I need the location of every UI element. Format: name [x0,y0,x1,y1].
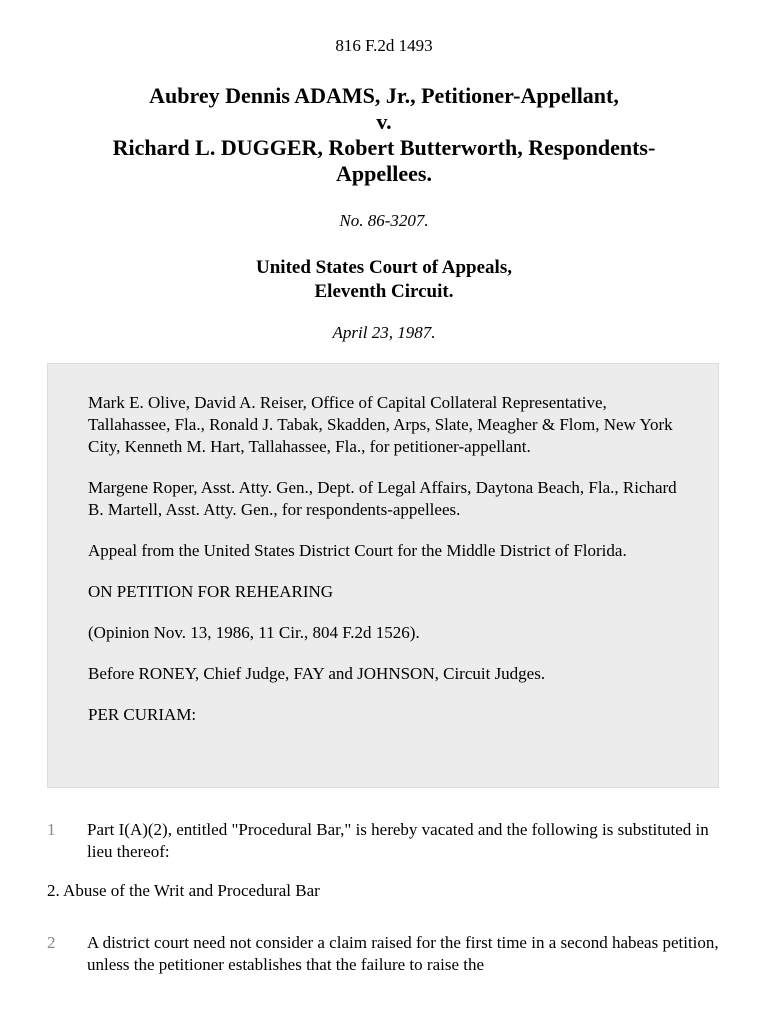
paragraph-1 [47,819,719,863]
caption-petitioner: Aubrey Dennis ADAMS, Jr., Petitioner-Appellant, [149,83,619,108]
counsel-respondents: Margene Roper, Asst. Atty. Gen., Dept. of Legal Affairs, Daytona Beach, Fla., Richard B. Martell, Asst. Atty. Gen., for respondents-appellees. [88,478,677,519]
decision-date: April 23, 1987. [332,323,436,342]
caption-respondents-continued: Appellees. [336,161,432,186]
opinion-reference: (Opinion Nov. 13, 1986, 11 Cir., 804 F.2d 1526). [88,623,420,642]
court-name [0,256,768,304]
rehearing-notice: ON PETITION FOR REHEARING [88,582,334,601]
case-citation: 816 F.2d 1493 [335,36,433,55]
court-name-line1: United States Court of Appeals, [256,257,512,278]
paragraph-number: 2 [47,933,56,952]
paragraph-number: 1 [47,820,56,839]
paragraph-text: A district court need not consider a claim raised for the first time in a second habeas petition, unless the petitioner establishes that the failure to raise the [87,933,719,974]
appeal-from: Appeal from the United States District Court for the Middle District of Florida. [88,541,627,560]
case-caption [40,83,728,187]
court-name-line2: Eleventh Circuit. [314,281,454,302]
docket-number: No. 86-3207. [339,211,429,230]
case-header-box [47,363,719,788]
caption-respondents: Richard L. DUGGER, Robert Butterworth, Respondents- [112,135,656,160]
paragraph-text: Part I(A)(2), entitled "Procedural Bar," is hereby vacated and the following is substituted in lieu thereof: [87,820,709,861]
caption-versus: v. [376,109,392,134]
counsel-petitioner: Mark E. Olive, David A. Reiser, Office of Capital Collateral Representative, Tallahassee, Fla., Ronald J. Tabak, Skadden, Arps, Slate, Meagher & Flom, New York City, Kenneth M. Hart, Tallahassee, Fla., for petitioner-appellant. [88,393,673,456]
section-heading: 2. Abuse of the Writ and Procedural Bar [47,881,320,900]
judges-panel: Before RONEY, Chief Judge, FAY and JOHNSON, Circuit Judges. [88,664,546,683]
per-curiam: PER CURIAM: [88,705,197,724]
paragraph-2 [47,932,719,976]
